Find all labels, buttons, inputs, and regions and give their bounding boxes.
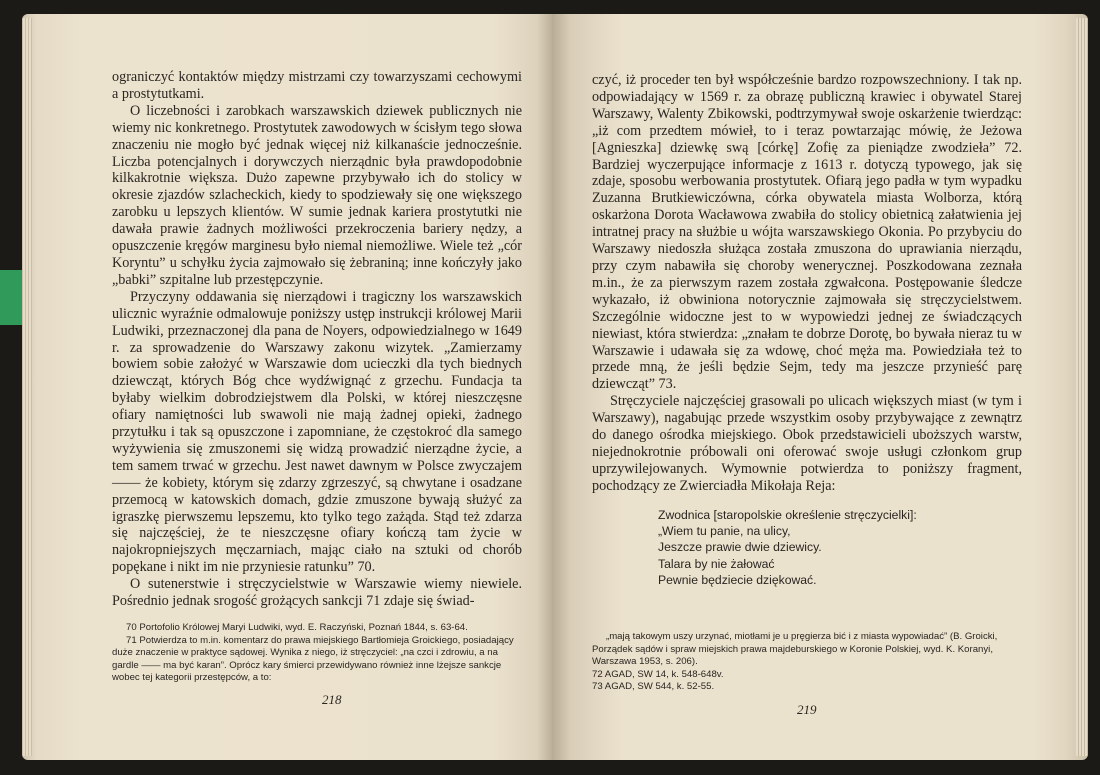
right-page [552, 14, 1088, 760]
footnote: 71 Potwierdza to m.in. komentarz do prawa miejskiego Bartłomieja Groickiego, posiadający duże znaczenie w praktyce sądowej. Wynika z niego, iż stręczyciel: „na czci i zdrowiu, a na gardle —— ma być karan”. Oprócz kary śmierci przewidywano również inne lżejsze sankcje wobec tej kategorii przestępców, a to: [112, 634, 514, 684]
paragraph: ograniczyć kontaktów między mistrzami czy towarzyszami cechowymi a prostytutkami. [112, 69, 522, 102]
footnote: 70 Portofolio Królowej Maryi Ludwiki, wyd. E. Raczyński, Poznań 1844, s. 63-64. [126, 622, 468, 633]
poem-line: Talara by nie żałować [658, 556, 775, 571]
poem-line: Jeszcze prawie dwie dziewicy. [658, 540, 822, 555]
poem-line: Zwodnica [staropolskie określenie stręczycielki]: [658, 507, 917, 522]
page-edges-right [1076, 18, 1088, 756]
footnote: 72 AGAD, SW 14, k. 548-648v. [592, 668, 724, 680]
right-page-body [592, 72, 1022, 589]
open-book [22, 14, 1088, 760]
page-edges-left [22, 18, 32, 756]
left-page-body [112, 69, 522, 610]
poem-line: Pewnie będziecie dziękować. [658, 573, 817, 588]
paragraph: O liczebności i zarobkach warszawskich dziewek publicznych nie wiemy nic konkretnego. Prostytutek zawodowych w ścisłym tego słowa znaczeniu nie mogło być jednak więcej niż kilkanaście jednocześnie. Liczba potencjalnych i dorywczych nierządnic była prawdopodobnie kilkakrotnie większa. Dużo zapewne przybywało ich do stolicy w okresie zjazdów szlacheckich, kiedy to spodziewały się one większego zarobku u lepszych klientów. W sumie jednak kariera prostytutki nie dawała prawie żadnych możliwości przekroczenia bariery nędzy, a opuszczenie kręgów marginesu było niemal niemożliwe. Wiele też „cór Koryntu” u schyłku życia zajmowało się żebraniną; inne kończyły jako „babki” szpitalne lub przestępczynie. [112, 102, 522, 288]
paragraph: O sutenerstwie i stręczycielstwie w Warszawie wiemy niewiele. Pośrednio jednak srogość grożących sankcji 71 zdaje się świad- [112, 576, 522, 610]
poem-line: „Wiem tu panie, na ulicy, [658, 524, 791, 539]
left-page [22, 14, 552, 760]
page-number-left: 218 [322, 692, 342, 707]
paragraph: Przyczyny oddawania się nierządowi i tragiczny los warszawskich ulicznic wyraźnie odmalowuje poniższy ustęp instrukcji królowej Marii Ludwiki, przeznaczonej dla pana de Noyers, odpowiedzialnego w 1649 r. za sprowadzenie do Warszawy zakonu wizytek. „Zamierzamy bowiem sobie założyć w Warszawie dom ucieczki dla tych biednych dziewcząt, których Bóg chce wydźwignąć z grzechu. Fundacja ta byłaby wielkim dobrodziejstwem dla Polski, w której nieszczęsne ofiary namiętności lub swawoli nie mają żadnej opieki, żadnego przytułku i tak są opuszczone i zapomniane, że częstokroć dla samego wyżywienia się zmuszonemi się widzą prowadzić nierządne życie, a tem samem trwać w grzechu. Jest nawet dawnym w Polsce zwyczajem —— że kobiety, którym się zdarzy zgrzeszyć, są chwytane i osadzane przemocą w katowskich domach, gdzie zmuszone bywają służyć za igraszkę pierwszemu lepszemu, kto tylko tego zażąda. Stąd też zdarza się najczęściej, że te nieszczęsne ofiary kończą tam życie w najokropniejszych męczarniach, mając ciało na sztuki od chorób popękane i nikt im nie przyniesie ratunku” 70. [112, 288, 522, 576]
left-page-footnotes [112, 622, 522, 685]
footnote: „mają takowym uszy urzynać, miotłami je u pręgierza bić i z miasta wypowiadać” (B. Groicki, Porządek sądów i spraw miejskich prawa majdeburskiego w Koronie Polskiej, wyd. K. Koranyi, Warszawa 1953, s. 206). [592, 631, 998, 668]
paragraph: czyć, iż proceder ten był współcześnie bardzo rozpowszechniony. I tak np. odpowiadający w 1569 r. za obrazę publiczną krawiec i obywatel Starej Warszawy, Walenty Zbikowski, podtrzymywał swoje oskarżenie twierdząc: „iż com przedtem mówieł, to i teraz powtarzając mówię, że Jeżowa [Agnieszka] dziewkę swą [córkę] Zofię za pieniądze zwodzieła” 72. Bardziej wyczerpujące informacje z 1613 r. dotyczą typowego, jak się zdaje, sposobu werbowania prostytutek. Ofiarą jego padła w tym wypadku Zuzanna Brutkiewiczówna, córka obywatela miasta Wolborza, którą oskarżona Dorota Wacławowa zwabiła do stolicy obietnicą załatwienia jej intratnej pracy na służbie u wójta warszawskiego Okonia. Po przybyciu do Warszawy niedoszła służąca została zmuszona do uprawiania nierządu, przy czym nabawiła się choroby wenerycznej. Poszkodowana zeznała m.in., że za pierwszym razem została zgwałcona. Postępowanie śledcze wykazało, iż obwiniona notorycznie zajmowała się stręczycielstwem. Szczególnie widoczne jest to w wypowiedzi jednej ze świadczących niewiast, która stwierdza: „znałam te dobrze Dorotę, bo bywała nieraz tu w Warszawie i udawała się za wdowę, choć męża ma. Powiedziała też to przede mną, że jeśli będzie Sejm, tedy ma jeszcze przynieść parę dziewcząt” 73. [592, 72, 1022, 393]
page-number-right: 219 [797, 702, 817, 717]
poem-quote [658, 507, 1022, 589]
paragraph: Stręczyciele najczęściej grasowali po ulicach większych miast (w tym i Warszawy), nagabując przede wszystkim osoby przybywające z zewnątrz do danego ośrodka miejskiego. Obok przedstawicieli uboższych warstw, niejednokrotnie próbowali oni oferować swoje usługi członkom grup uprzywilejowanych. Wymownie potwierdza to poniższy fragment, pochodzący ze Zwierciadła Mikołaja Reja: [592, 393, 1022, 494]
right-page-footnotes [592, 631, 1022, 694]
footnote: 73 AGAD, SW 544, k. 52-55. [592, 681, 715, 693]
